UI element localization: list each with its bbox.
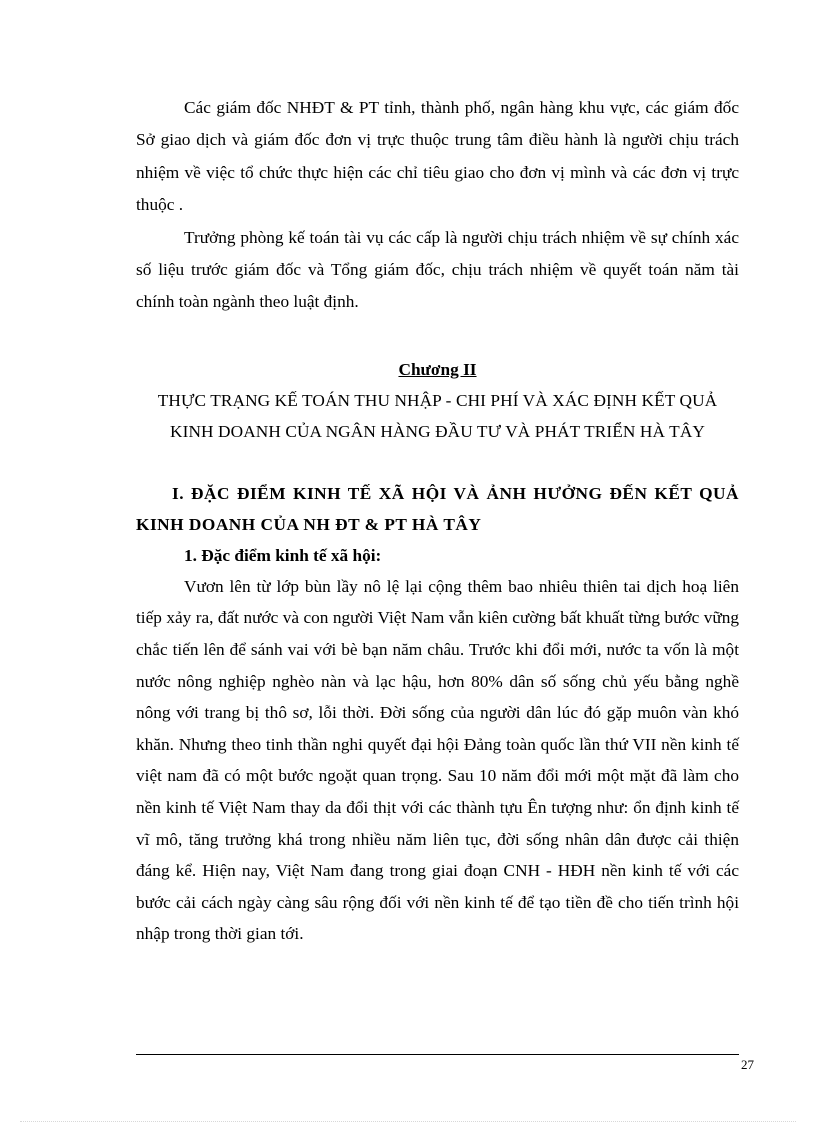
document-body xyxy=(136,92,739,950)
page-bottom-edge xyxy=(20,1121,796,1122)
section-heading: I. ĐẶC ĐIỂM KINH TẾ XÃ HỘI VÀ ẢNH HƯỞNG ĐẾN KẾT QUẢ KINH DOANH CỦA NH ĐT & PT HÀ TÂY xyxy=(136,483,739,534)
chapter-label: Chương II xyxy=(398,359,477,379)
sub-heading: 1. Đặc điểm kinh tế xã hội: xyxy=(184,545,382,565)
paragraph-accounting-head-responsibility: Trưởng phòng kế toán tài vụ các cấp là người chịu trách nhiệm về sự chính xác số liệu trước giám đốc và Tổng giám đốc, chịu trách nhiệm về quyết toán năm tài chính toàn ngành theo luật định. xyxy=(136,227,739,312)
paragraph-socioeconomic-characteristics: Vươn lên từ lớp bùn lầy nô lệ lại cộng thêm bao nhiêu thiên tai dịch hoạ liên tiếp xảy ra, đất nước và con người Việt Nam vẫn kiên cường bất khuất từng bước vững chắc tiến lên để sánh vai với bè bạn năm châu. Trước khi đổi mới, nước ta vốn là một nước nông nghiệp nghèo nàn và lạc hậu, hơn 80% dân số sống chủ yếu bằng nghề nông với trang bị thô sơ, lỗi thời. Đời sống của người dân lúc đó gặp muôn vàn khó khăn. Nhưng theo tinh thần nghi quyết đại hội Đảng toàn quốc lần thứ VII nền kinh tế việt nam đã có một bước ngoặt quan trọng. Sau 10 năm đổi mới một mặt đã làm cho nền kinh tế Việt Nam thay da đổi thịt với các thành tựu Ên tượng như: ổn định kinh tế vĩ mô, tăng trưởng khá trong nhiều năm liên tục, đời sống nhân dân được cải thiện đáng kể. Hiện nay, Việt Nam đang trong giai đoạn CNH - HĐH nền kinh tế với các bước cải cách ngày càng sâu rộng đối với nền kinh tế để tạo tiền đề cho tiến trình hội nhập trong thời gian tới. xyxy=(136,576,739,944)
chapter-title-line-1: THỰC TRẠNG KẾ TOÁN THU NHẬP - CHI PHÍ VÀ XÁC ĐỊNH KẾT QUẢ xyxy=(157,390,718,410)
page-number: 27 xyxy=(741,1057,754,1072)
footer-divider xyxy=(136,1054,739,1055)
paragraph-directors-responsibility: Các giám đốc NHĐT & PT tỉnh, thành phố, ngân hàng khu vực, các giám đốc Sở giao dịch và giám đốc đơn vị trực thuộc trung tâm điều hành là người chịu trách nhiệm về việc tổ chức thực hiện các chỉ tiêu giao cho đơn vị mình và các đơn vị trực thuộc . xyxy=(136,98,739,215)
chapter-title-line-2: KINH DOANH CỦA NGÂN HÀNG ĐẦU TƯ VÀ PHÁT TRIỂN HÀ TÂY xyxy=(170,421,705,441)
